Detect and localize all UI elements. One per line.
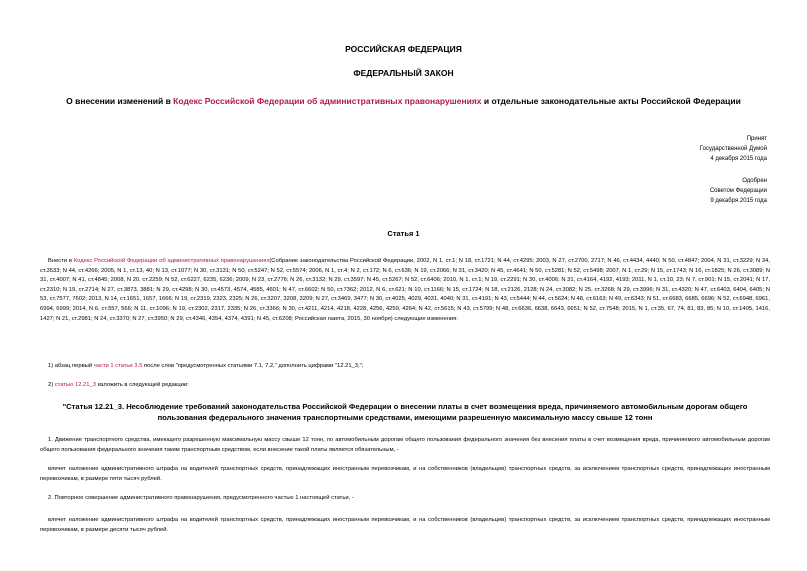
item1-prefix: 1) абзац первый [48, 363, 94, 369]
adoption-block [567, 134, 767, 164]
new-article-part-1: 1. Движение транспортного средства, имеющего разрешенную максимальную массу свыше 12 тонн, по автомобильным дорогам общего пользования федерального значения без внесения платы в счет возмещения вреда, причиняемого автомобильным дорогам общего пользования федерального значения таким транспортным средством, если внесение такой платы является обязательным, - [40, 437, 770, 453]
new-article-penalty-1: влечет наложение административного штрафа на водителей транспортных средств, принадлежащих иностранным перевозчикам, и на собственников (владельцев) транспортных средств, за исключением транспортных средств, принадлежащих иностранным перевозчикам, в размере пяти тысяч рублей. [40, 466, 770, 482]
new-article-penalty-2: влечет наложение административного штрафа на водителей транспортных средств, принадлежащих иностранным перевозчикам, и на собственников (владельцев) транспортных средств, за исключением транспортных средств, принадлежащих иностранным перевозчикам, в размере десяти тысяч рублей. [40, 517, 770, 533]
article-item-1 [40, 362, 770, 372]
item2-rest: изложить в следующей редакции: [95, 382, 189, 388]
law-title-prefix: О внесении изменений в [66, 96, 174, 106]
item2-prefix: 2) [48, 382, 55, 388]
accepted-date: 4 декабря 2015 года [710, 156, 767, 162]
article-heading: Статья 1 [387, 229, 420, 238]
intro-koap-link[interactable]: Кодекс Российской Федерации об административных правонарушениях [73, 258, 270, 264]
approved-by: Советом Федерации [709, 188, 767, 194]
approved-label: Одобрен [742, 178, 767, 184]
law-title-suffix: и отдельные законодательные акты Российской Федерации [481, 96, 741, 106]
approval-block [567, 176, 767, 206]
article-item-2 [40, 381, 770, 391]
item1-link[interactable]: части 1 статьи 3.5 [93, 363, 143, 369]
article-intro [40, 257, 770, 324]
koap-link[interactable]: Кодекс Российской Федерации об административных правонарушениях [173, 96, 482, 106]
approved-date: 9 декабря 2015 года [710, 198, 767, 204]
accepted-label: Принят [746, 136, 767, 142]
item1-rest: после слов "предусмотренных статьями 7.1, 7.2," дополнить цифрами "12.21_3,"; [142, 363, 364, 369]
law-title [0, 96, 807, 106]
country-heading: РОССИЙСКАЯ ФЕДЕРАЦИЯ [345, 44, 462, 54]
new-article-heading: "Статья 12.21_3. Несоблюдение требований законодательства Российской Федерации о внесении платы в счет возмещения вреда, причиняемого автомобильным дорогам общего пользования федерального значения транспортными средствами, имеющими разрешенную максимальную массу свыше 12 тонн [62, 402, 748, 422]
law-type-heading: ФЕДЕРАЛЬНЫЙ ЗАКОН [353, 68, 454, 78]
intro-rest: (Собрание законодательства Российской Федерации, 2002, N 1, ст.1; N 18, ст.1721; N 44, ст.4295; 2003, N 27, ст.2700, 2717; N 46, ст.4434, 4440; N 50, ст.4847; 2004, N 31, ст.3229; N 34, ст.3533; N 44, ст.4266; 2005, N 1, ст.13, 40; N 13, ст.1077; N 30, ст.3131; N 50, ст.5247; N 52, ст.5574; 2006, N 1, ст.4; N 2, ст.172; N 6, ст.636; N 19, ст.2066; N 31, ст.3420; N 45, ст.4641; N 50, ст.5281; N 52, ст.5498; 2007, N 1, ст.29; N 15, ст.1743; N 16, ст.1825; N 26, ст.3089; N 31, ст.4007; N 41, ст.4845; 2008, N 20, ст.2259; N 52, ст.6227, 6235, 6236; 2009, N 23, ст.2776; N 26, ст.3132; N 29, ст.3597; N 45, ст.5267; N 52, ст.6406; 2010, N 1, ст.1; N 19, ст.2291; N 30, ст.4006; N 31, ст.4164, 4192, 4193; 2011, N 1, ст.10, 23; N 7, ст.901; N 15, ст.2041; N 17, ст.2310; N 19, ст.2714; N 27, ст.3873, 3881; N 29, ст.4298; N 30, ст.4573, 4574, 4585, 4601; N 47, ст.6602; N 50, ст.7362; 2012, N 6, ст.621; N 10, ст.1166; N 15, ст.1724; N 18, ст.2126, 2128; N 24, ст.3082; N 25, ст.3268; N 29, ст.3996; N 31, ст.4320; N 47, ст.6403, 6404, 6405; N 53, ст.7577, 7602; 2013, N 14, ст.1651, 1657, 1666; N 19, ст.2319, 2323, 2325; N 26, ст.3207, 3208, 3209; N 27, ст.3469, 3477; N 30, ст.4025, 4029, 4031, 4040; N 31, ст.4191; N 43, ст.5444; N 44, ст.5624; N 48, ст.6163; N 49, ст.6343; N 51, ст.6683, 6685, 6696; N 52, ст.6948, 6961, 6994, 6999; 2014, N 6, ст.557, 566; N 11, ст.1096; N 19, ст.2302, 2317, 2335; N 26, ст.3366; N 30, ст.4211, 4214, 4218, 4228, 4256, 4259, 4264; N 42, ст.5615; N 43, ст.5799; N 48, ст.6636, 6638, 6643, 6651; N 52, ст.7548; 2015, N 1, ст.35, 67, 74, 81, 83, 85; N 10, ст.1405, 1416, 1427; N 21, ст.2981; N 24, ст.3370; N 27, ст.3950; N 29, ст.4346, 4354, 4374, 4391; N 45, ст.6208; Российская газета, 2015, 30 ноября) следующие изменения: [40, 258, 770, 322]
intro-prefix: Внести в [48, 258, 74, 264]
accepted-by: Государственной Думой [699, 146, 767, 152]
new-article-part-2: 2. Повторное совершение административного правонарушения, предусмотренного частью 1 настоящей статьи, - [48, 495, 354, 501]
item2-link[interactable]: статью 12.21_3 [54, 382, 96, 388]
